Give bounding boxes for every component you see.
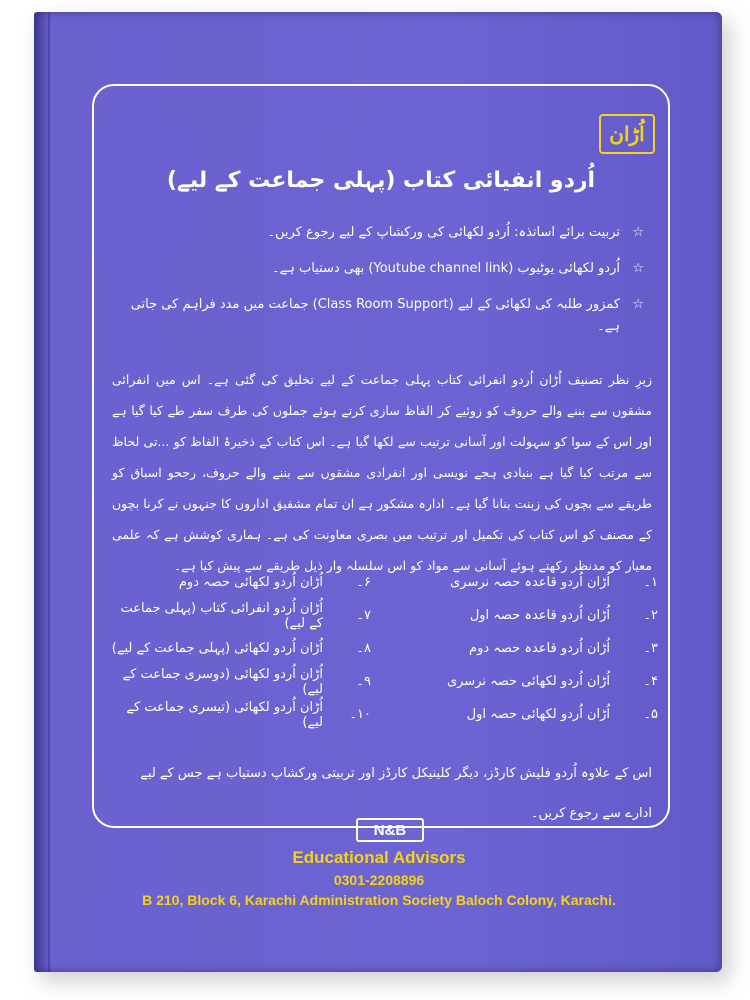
list-item (391, 698, 658, 731)
star-icon: ☆ (632, 261, 644, 276)
list-item (391, 632, 658, 665)
list-item (391, 665, 658, 698)
list-number: ۴۔ (643, 674, 658, 689)
list-item (391, 566, 658, 599)
list-item (104, 566, 371, 599)
list-number: ۷۔ (356, 608, 371, 623)
publisher-phone: 0301-2208896 (333, 872, 425, 888)
list-number: ۱۰۔ (349, 707, 371, 722)
bullet-text: اُردو لکھائی یوٹیوب (Youtube channel link) بھی دستیاب ہے۔ (271, 261, 620, 276)
feature-bullets (114, 222, 644, 352)
list-number: ۱۔ (643, 575, 658, 590)
book-title: اُردو انفیائی کتاب (پہلی جماعت کے لیے) (166, 168, 596, 193)
content-frame (92, 84, 670, 828)
list-number: ۶۔ (356, 575, 371, 590)
list-item (104, 698, 371, 731)
bullet-text: تربیت برائے اساتذہ: اُردو لکھائی کی ورکشاپ کے لیے رجوع کریں۔ (267, 225, 620, 240)
list-item (104, 665, 371, 698)
list-text: اُڑان اُردو قاعدہ حصہ دوم (469, 641, 610, 656)
list-number: ۳۔ (643, 641, 658, 656)
list-item (104, 599, 371, 632)
list-text: اُڑان اُردو قاعدہ حصہ نرسری (450, 575, 610, 590)
bullet-item (114, 294, 644, 338)
list-number: ۹۔ (356, 674, 371, 689)
star-icon: ☆ (632, 297, 644, 312)
list-text: اُڑان اُردو لکھائی حصہ اول (466, 707, 610, 722)
list-text: اُڑان اُردو قاعدہ حصہ اول (469, 608, 610, 623)
description-paragraph: زیرِ نظر تصنیف اُڑان اُردو انفرائی کتاب پہلی جماعت کے لیے تخلیق کی گئی ہے۔ اس میں انفرائی مشقوں سے بننے والے حروف کو زوئیے کر الفاظ سازی کرتے ہوئے جملوں کی طرف سفر طے کیا گیا ہے اور اس کے سوا کو سہولت اور آسانی ترتیب سے لکھا گیا ہے۔ اس کتاب کے ذخیرۂ الفاظ کو ...تی لحاظ سے مرتب کیا گیا ہے بنیادی ہجے نویسی اور انفرادی مشقوں سے بننے والے حروف، رجحو اسباق کو طریقے سے بچوں کی زبنت بنانا گیا ہے۔ ادارہ مشکور ہے ان تمام مشفیق اداروں کا جنہوں نے کرنا بچوں کے مصنف کو اس کتاب کی تکمیل اور ترتیب میں بصری معاونت کی ہے۔ ہماری کوشش ہے کہ علمی معیار کو مدنظر رکھتے ہوئے آسانی سے مواد کو اس سلسلہ وار ذیل طریقے سے پیش کیا ہے۔ (112, 372, 652, 573)
list-text: اُڑان اُردو لکھائی (پہلی جماعت کے لیے) (111, 641, 323, 656)
list-text: اُڑان اُردو لکھائی (تیسری جماعت کے لیے) (126, 699, 323, 730)
bullet-text: کمزور طلبہ کی لکھائی کے لیے (Class Room Support) جماعت میں مدد فراہم کی جاتی ہے۔ (130, 297, 620, 334)
uraan-logo: اُڑان (599, 114, 655, 154)
bullet-item (114, 222, 644, 244)
list-number: ۲۔ (643, 608, 658, 623)
closing-note: اس کے علاوہ اُردو فلیش کارڈز، دیگر کلینیکل کارڈز اور تربیتی ورکشاپ دستیاب ہے جس کے لیے ادارے سے رجوع کریں۔ (140, 766, 652, 821)
book-back-cover (34, 12, 722, 972)
list-number: ۵۔ (643, 707, 658, 722)
list-text: اُڑان اُردو لکھائی حصہ نرسری (446, 674, 610, 689)
series-list (104, 566, 658, 731)
star-icon: ☆ (632, 225, 644, 240)
list-text: اُڑان اُردو انفرائی کتاب (پہلی جماعت کے لیے) (120, 600, 323, 631)
spine-line (48, 12, 50, 972)
publisher-address: B 210, Block 6, Karachi Administration Society Baloch Colony, Karachi. (142, 892, 616, 908)
list-text: اُڑان اُردو لکھائی حصہ دوم (178, 575, 323, 590)
publisher-name: Educational Advisors (292, 848, 466, 867)
list-text: اُڑان اُردو لکھائی (دوسری جماعت کے لیے) (122, 666, 323, 697)
list-number: ۸۔ (356, 641, 371, 656)
list-item (104, 632, 371, 665)
bullet-item (114, 258, 644, 280)
list-item (391, 599, 658, 632)
publisher-badge: N&B (356, 818, 424, 842)
